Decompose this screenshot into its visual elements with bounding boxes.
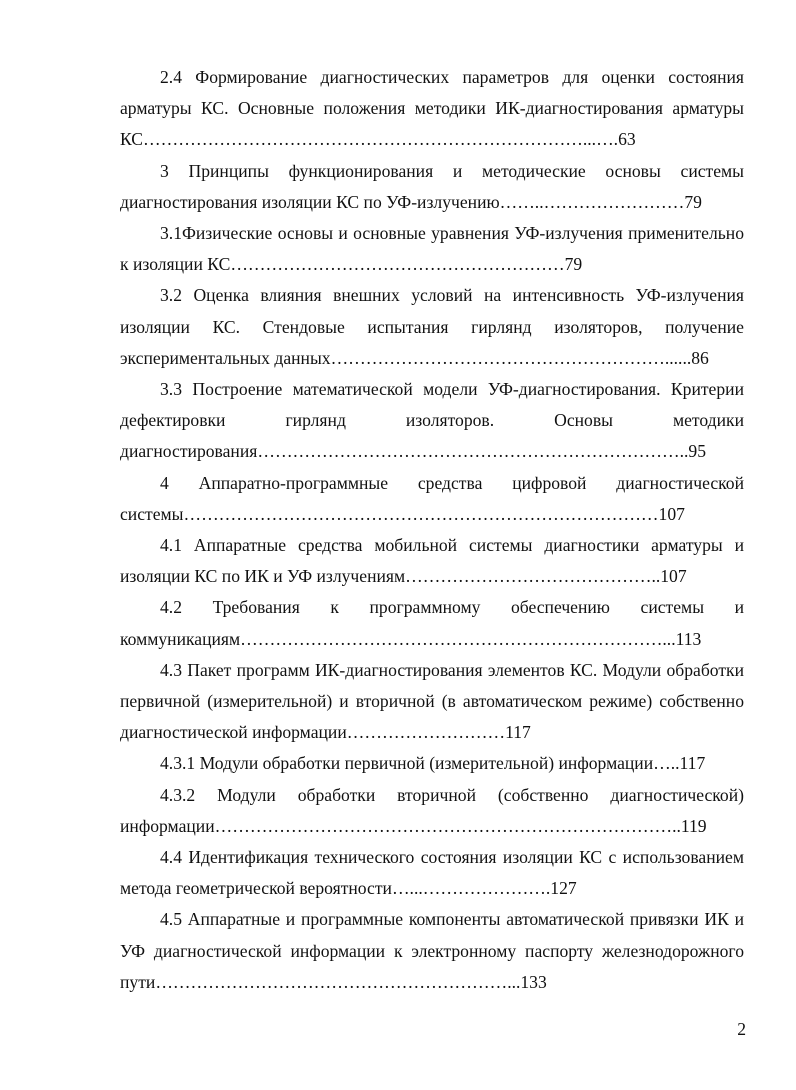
toc-entry-4-3: 4.3 Пакет программ ИК-диагностирования элементов КС. Модули обработки первичной (измерительной) и вторичной (в автоматическом режиме) собственно диагностической информации………………………117: [120, 659, 744, 743]
toc-entry-4-3-2: 4.3.2 Модули обработки вторичной (собственно диагностической) информации……………………………………………………………………..119: [120, 784, 744, 836]
toc-entry-3-2: 3.2 Оценка влияния внешних условий на интенсивность УФ-излучения изоляции КС. Стендовые испытания гирлянд изоляторов, получение экспериментальных данных…………………………………………………......86: [120, 285, 744, 368]
toc-entry-4-2: 4.2 Требования к программному обеспечению системы и коммуникациям………………………………………………………………...113: [120, 597, 744, 649]
toc-entry-3-1: 3.1Физические основы и основные уравнения УФ-излучения применительно к изоляции КС…………………………………………………79: [120, 223, 744, 275]
toc-entry-3-3: 3.3 Построение математической модели УФ-диагностирования. Критерии дефектировки гирлянд изоляторов. Основы методики диагностирования………………………………………………………………..95: [120, 379, 744, 462]
toc-entry-3: 3 Принципы функционирования и методические основы системы диагностирования изоляции КС по УФ-излучению……..……………………79: [120, 160, 744, 212]
page-number: 2: [737, 1019, 746, 1039]
toc-entry-4: 4 Аппаратно-программные средства цифровой диагностической системы………………………………………………………………………107: [120, 472, 744, 524]
table-of-contents: [120, 62, 744, 998]
toc-entry-4-5: 4.5 Аппаратные и программные компоненты автоматической привязки ИК и УФ диагностической информации к электронному паспорту железнодорожного пути……………………………………………………...133: [120, 909, 744, 992]
toc-entry-4-3-1: 4.3.1 Модули обработки первичной (измерительной) информации…..117: [160, 753, 706, 774]
toc-entry-4-4: 4.4 Идентификация технического состояния изоляции КС с использованием метода геометрической вероятности…...………………….127: [120, 847, 744, 899]
toc-entry-4-1: 4.1 Аппаратные средства мобильной системы диагностики арматуры и изоляции КС по ИК и УФ излучениям……………………………………..107: [120, 535, 744, 587]
toc-entry-2-4: 2.4 Формирование диагностических параметров для оценки состояния арматуры КС. Основные положения методики ИК-диагностирования арматуры КС…………………………………………………………………...….63: [120, 67, 744, 150]
